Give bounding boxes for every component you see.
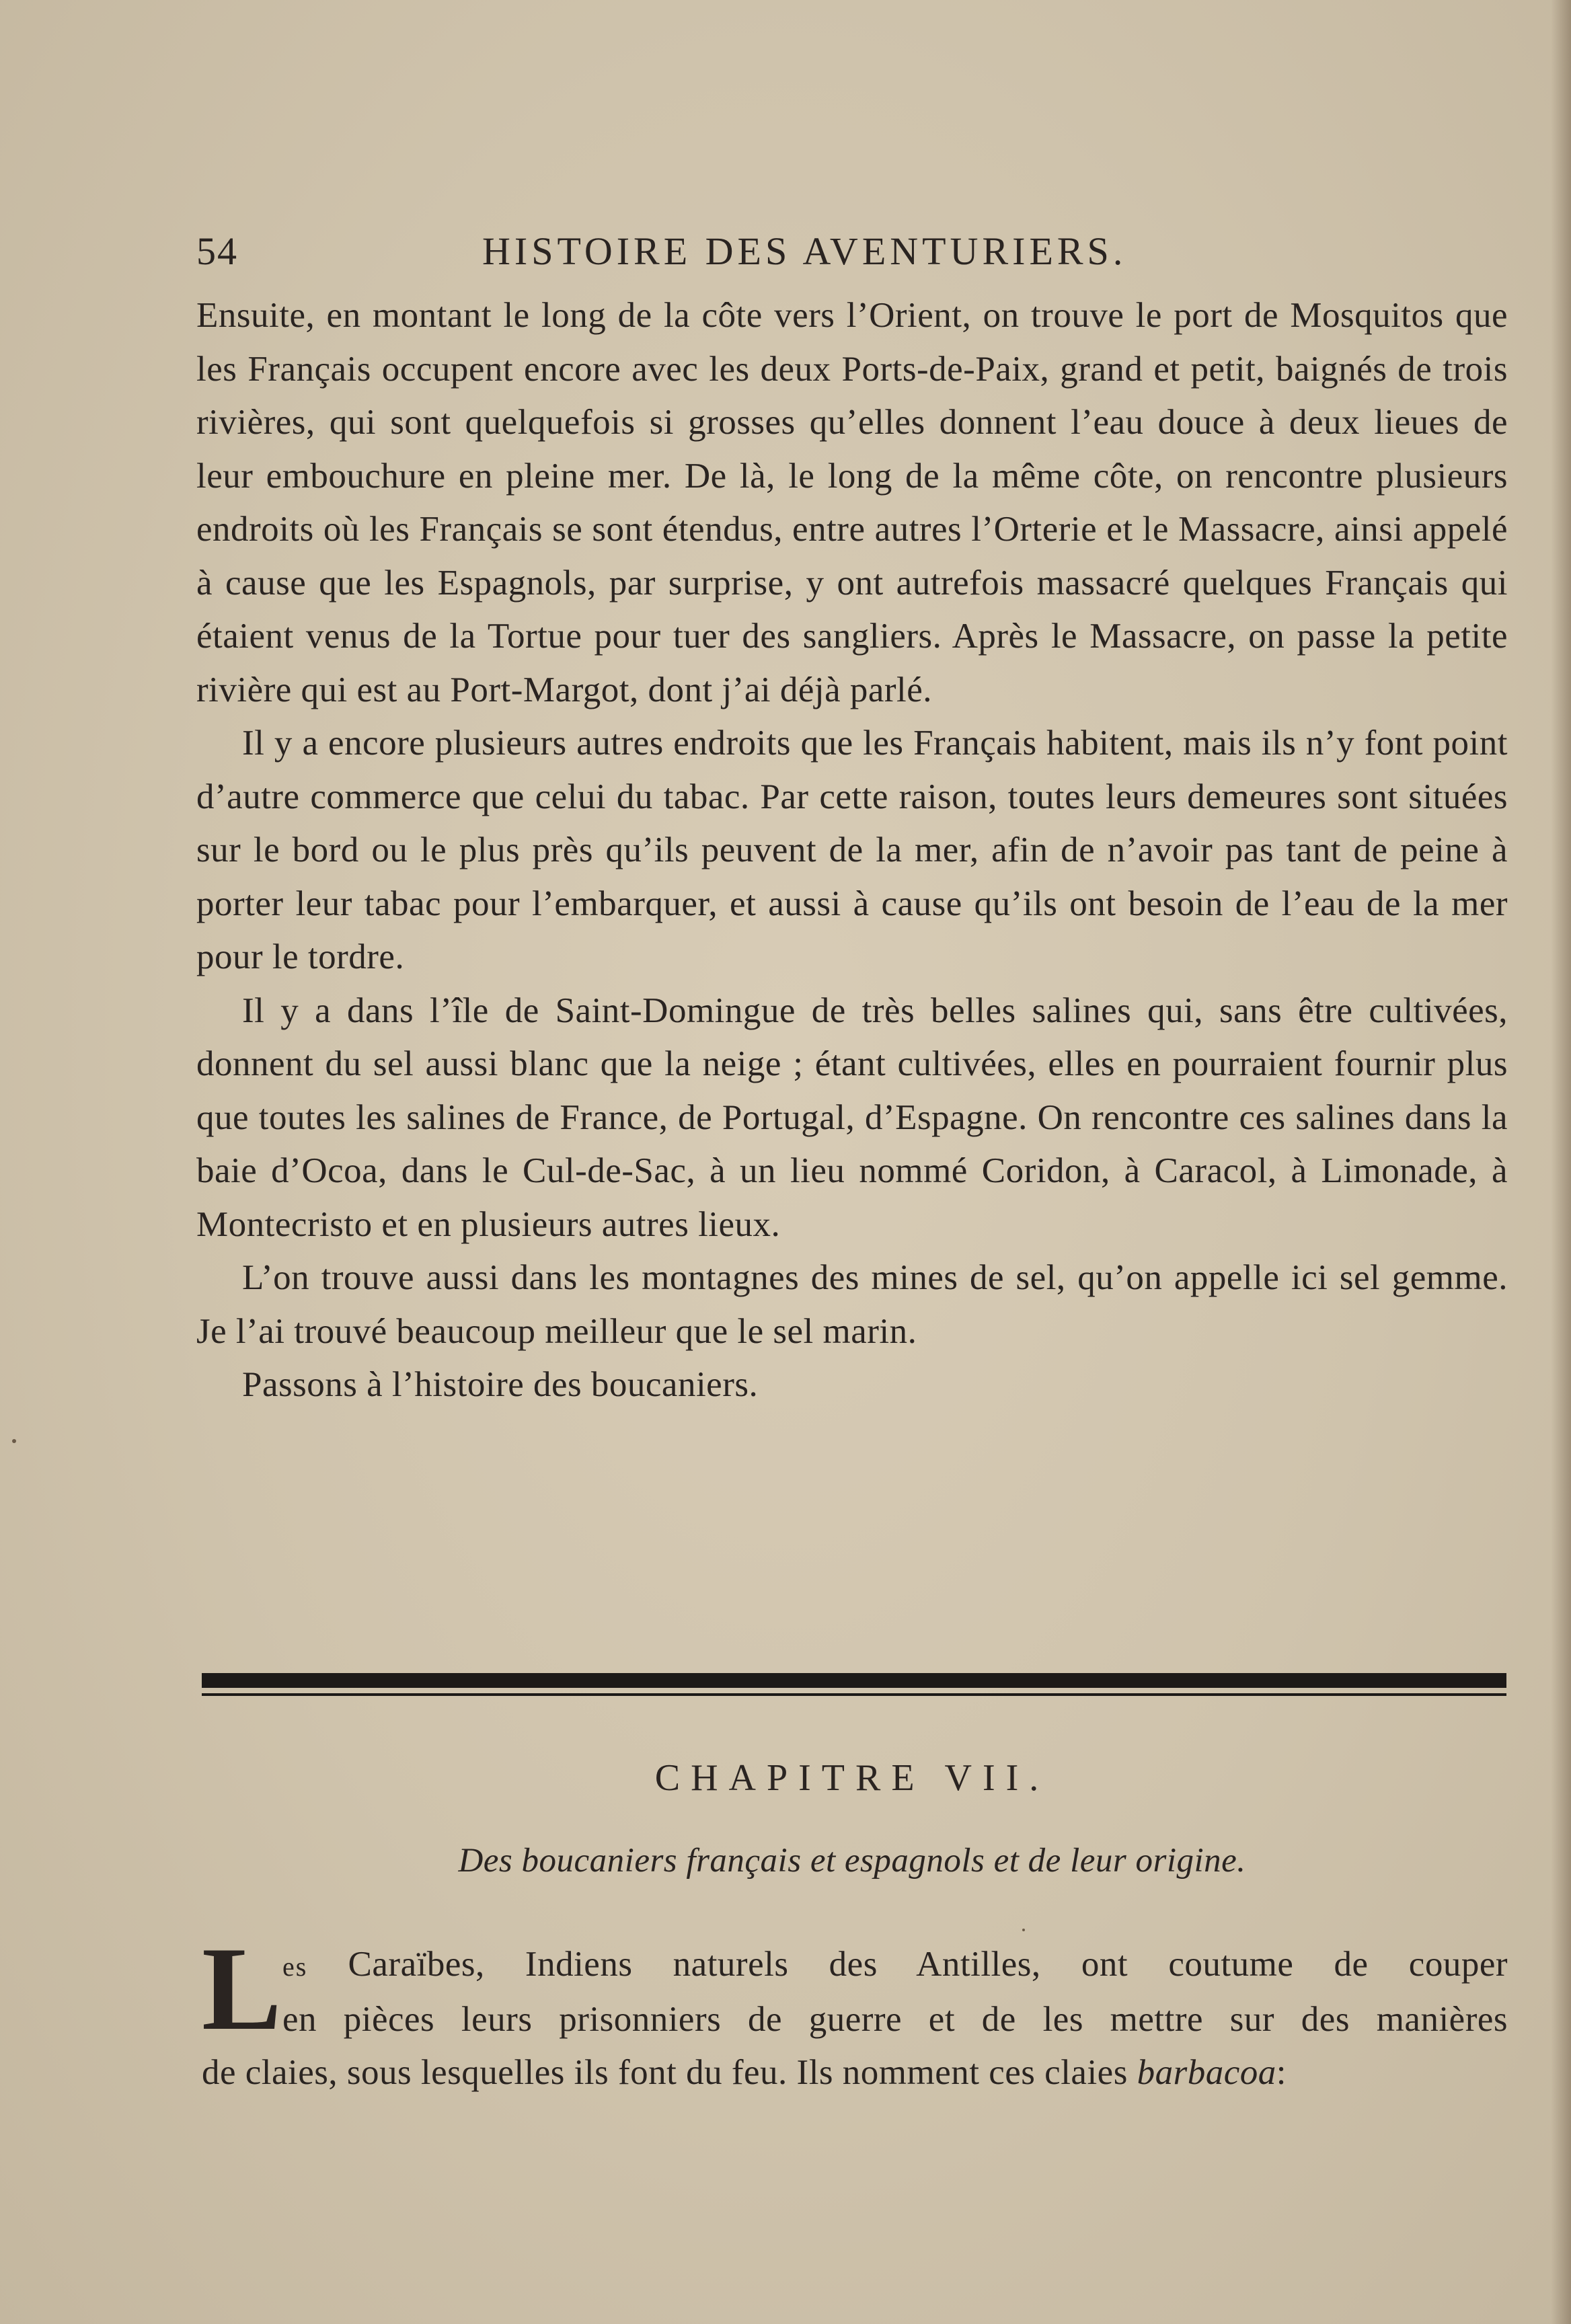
opening-line-3-end: : bbox=[1276, 2053, 1287, 2092]
opening-line-3-text: de claies, sous lesquelles ils font du feu. Ils nomment ces claies bbox=[202, 2053, 1137, 2092]
opening-line-1-text: Caraïbes, Indiens naturels des Antilles, ont coutume de couper bbox=[348, 1945, 1508, 1984]
paper-speck bbox=[1022, 1929, 1025, 1931]
page-edge-shadow bbox=[1551, 0, 1571, 2324]
opening-lines-rest bbox=[202, 1993, 1508, 2099]
page-number: 54 bbox=[196, 229, 238, 273]
drop-cap: L bbox=[202, 1922, 282, 2055]
chapter-opening bbox=[202, 1922, 1508, 2099]
paragraph-1: Ensuite, en montant le long de la côte vers l’Orient, on trouve le port de Mosquitos que les Français occupent encore avec les deux Ports-de-Paix, grand et petit, baignés de trois rivières, qui sont quelquefois si grosses qu’elles donnent l’eau douce à deux lieues de leur embouchure en pleine mer. De là, le long de la même côte, on rencontre plusieurs endroits où les Français se sont étendus, entre autres l’Orterie et le Massacre, ainsi appelé à cause que les Espagnols, par surprise, y ont autrefois massacré quelques Français qui étaient venus de la Tortue pour tuer des sangliers. Après le Massacre, on passe la petite rivière qui est au Port-Margot, dont j’ai déjà parlé. bbox=[196, 296, 1508, 709]
chapter-heading: CHAPITRE VII. bbox=[654, 1757, 1050, 1799]
running-title: HISTOIRE DES AVENTURIERS. bbox=[482, 229, 1127, 273]
body-text bbox=[196, 289, 1508, 1412]
paragraph-2: Il y a encore plusieurs autres endroits que les Français habitent, mais ils n’y font point d’autre commerce que celui du tabac. Par cette raison, toutes leurs demeures sont situées sur le bord ou le plus près qu’ils peuvent de la mer, afin de n’avoir pas tant de peine à porter leur tabac pour l’embarquer, et aussi à cause qu’ils ont besoin de l’eau de la mer pour le tordre. bbox=[196, 724, 1508, 976]
opening-line-3 bbox=[202, 2053, 1287, 2092]
italic-term: barbacoa bbox=[1137, 2053, 1276, 2092]
chapter-divider-thick bbox=[202, 1673, 1506, 1688]
chapter-subtitle: Des boucaniers français et espagnols et de leur origine. bbox=[458, 1842, 1246, 1880]
running-head bbox=[196, 229, 1508, 282]
paragraph-3: Il y a dans l’île de Saint-Domingue de très belles salines qui, sans être cultivées, donnent du sel aussi blanc que la neige ; étant cultivées, elles en pourraient fournir plus que toutes les salines de France, de Portugal, d’Espagne. On rencontre ces salines dans la baie d’Ocoa, dans le Cul-de-Sac, à un lieu nommé Coridon, à Caracol, à Limonade, à Montecristo et en plusieurs autres lieux. bbox=[196, 991, 1508, 1244]
small-caps-word-end: es bbox=[282, 1951, 308, 1982]
paper-speck bbox=[12, 1439, 16, 1443]
opening-line-1 bbox=[202, 1938, 1508, 1993]
opening-line-2: en pièces leurs prisonniers de guerre et de les mettre sur des manières bbox=[282, 2000, 1508, 2039]
paragraph-5: Passons à l’histoire des boucaniers. bbox=[242, 1365, 759, 1404]
paragraph-4: L’on trouve aussi dans les montagnes des mines de sel, qu’on appelle ici sel gemme. Je l’ai trouvé beaucoup meilleur que le sel marin. bbox=[196, 1258, 1508, 1351]
chapter-divider-thin bbox=[202, 1693, 1506, 1696]
